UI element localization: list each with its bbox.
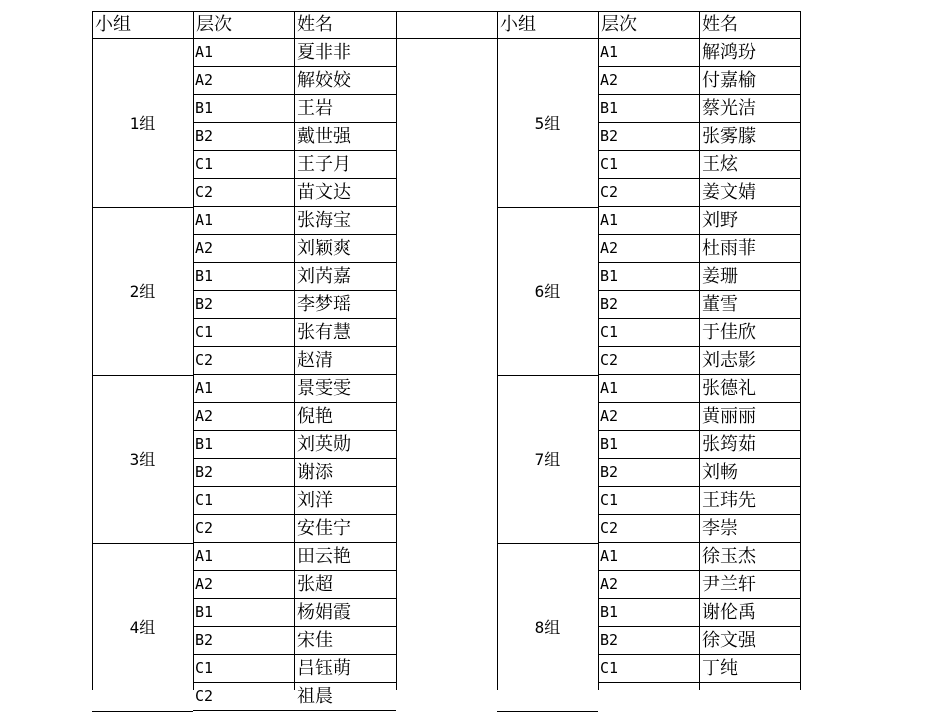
name-cell[interactable]: 赵清 bbox=[294, 347, 396, 375]
name-cell[interactable]: 刘颖爽 bbox=[294, 235, 396, 263]
grid-line bbox=[497, 11, 498, 690]
column-header[interactable]: 姓名 bbox=[699, 11, 800, 39]
name-cell[interactable]: 谢伦禹 bbox=[699, 599, 800, 627]
grid-line bbox=[193, 11, 194, 690]
grid-line bbox=[800, 11, 801, 690]
level-cell[interactable]: A1 bbox=[193, 543, 294, 571]
name-cell[interactable]: 李梦瑶 bbox=[294, 291, 396, 319]
level-cell[interactable]: B1 bbox=[598, 263, 699, 291]
level-cell[interactable]: C2 bbox=[193, 347, 294, 375]
level-cell[interactable]: A2 bbox=[598, 235, 699, 263]
name-cell[interactable]: 戴世强 bbox=[294, 123, 396, 151]
name-cell[interactable]: 尹兰轩 bbox=[699, 571, 800, 599]
name-cell[interactable]: 王子月 bbox=[294, 151, 396, 179]
column-header[interactable]: 姓名 bbox=[294, 11, 396, 39]
name-cell[interactable]: 安佳宁 bbox=[294, 515, 396, 543]
name-cell[interactable]: 宋佳 bbox=[294, 627, 396, 655]
level-cell[interactable]: A2 bbox=[598, 67, 699, 95]
level-cell[interactable]: C1 bbox=[598, 655, 699, 683]
column-header[interactable]: 层次 bbox=[598, 11, 699, 39]
level-cell[interactable]: C1 bbox=[598, 487, 699, 515]
level-cell[interactable]: B1 bbox=[193, 431, 294, 459]
column-header[interactable]: 小组 bbox=[92, 11, 193, 39]
name-cell[interactable]: 董雪 bbox=[699, 291, 800, 319]
name-cell[interactable]: 张雾朦 bbox=[699, 123, 800, 151]
name-cell[interactable]: 张筠茹 bbox=[699, 431, 800, 459]
level-cell[interactable]: A2 bbox=[193, 67, 294, 95]
group-label[interactable]: 6组 bbox=[534, 282, 561, 301]
level-cell[interactable]: B2 bbox=[193, 291, 294, 319]
level-cell[interactable]: B1 bbox=[598, 599, 699, 627]
name-cell[interactable]: 姜文婧 bbox=[699, 179, 800, 207]
group-label[interactable]: 7组 bbox=[534, 450, 561, 469]
name-cell[interactable]: 张超 bbox=[294, 571, 396, 599]
name-cell[interactable]: 徐玉杰 bbox=[699, 543, 800, 571]
name-cell[interactable]: 王岩 bbox=[294, 95, 396, 123]
grid-line bbox=[699, 11, 700, 690]
name-cell[interactable]: 谢添 bbox=[294, 459, 396, 487]
name-cell[interactable]: 刘野 bbox=[699, 207, 800, 235]
name-cell[interactable]: 张德礼 bbox=[699, 375, 800, 403]
level-cell[interactable]: C2 bbox=[598, 515, 699, 543]
level-cell[interactable]: C1 bbox=[193, 655, 294, 683]
grid-line bbox=[294, 11, 295, 690]
level-cell[interactable]: A1 bbox=[193, 207, 294, 235]
name-cell[interactable]: 杨娟霞 bbox=[294, 599, 396, 627]
level-cell[interactable]: C2 bbox=[598, 179, 699, 207]
name-cell[interactable]: 蔡光洁 bbox=[699, 95, 800, 123]
group-label[interactable]: 8组 bbox=[534, 618, 561, 637]
level-cell[interactable]: B2 bbox=[598, 459, 699, 487]
level-cell[interactable]: B2 bbox=[193, 627, 294, 655]
name-cell[interactable]: 解鸿玢 bbox=[699, 39, 800, 67]
grid-line bbox=[92, 11, 93, 690]
level-cell[interactable]: C1 bbox=[193, 319, 294, 347]
column-header[interactable]: 小组 bbox=[497, 11, 598, 39]
grid-line bbox=[92, 375, 193, 376]
grid-line bbox=[92, 207, 193, 208]
level-cell[interactable]: A1 bbox=[193, 375, 294, 403]
empty-cell[interactable] bbox=[396, 11, 497, 39]
name-cell[interactable]: 黄丽丽 bbox=[699, 403, 800, 431]
level-cell[interactable]: C1 bbox=[193, 151, 294, 179]
name-cell[interactable]: 倪艳 bbox=[294, 403, 396, 431]
level-cell[interactable]: A1 bbox=[598, 375, 699, 403]
name-cell[interactable]: 刘畅 bbox=[699, 459, 800, 487]
grid-line bbox=[396, 11, 397, 690]
level-cell[interactable]: B1 bbox=[193, 263, 294, 291]
name-cell[interactable]: 李崇 bbox=[699, 515, 800, 543]
level-cell[interactable]: A1 bbox=[193, 39, 294, 67]
level-cell[interactable]: A1 bbox=[598, 39, 699, 67]
grid-line bbox=[497, 207, 598, 208]
level-cell[interactable]: B1 bbox=[598, 431, 699, 459]
name-cell[interactable]: 张有慧 bbox=[294, 319, 396, 347]
level-cell[interactable]: A2 bbox=[193, 235, 294, 263]
level-cell[interactable]: B2 bbox=[193, 459, 294, 487]
column-header[interactable]: 层次 bbox=[193, 11, 294, 39]
name-cell[interactable]: 张海宝 bbox=[294, 207, 396, 235]
name-cell[interactable]: 姜珊 bbox=[699, 263, 800, 291]
level-cell[interactable]: C2 bbox=[193, 515, 294, 543]
name-cell[interactable]: 吕钰萌 bbox=[294, 655, 396, 683]
level-cell[interactable]: C2 bbox=[193, 179, 294, 207]
level-cell[interactable]: B2 bbox=[598, 291, 699, 319]
name-cell[interactable]: 杜雨菲 bbox=[699, 235, 800, 263]
grid-line bbox=[92, 11, 800, 12]
name-cell[interactable]: 刘洋 bbox=[294, 487, 396, 515]
name-cell[interactable]: 田云艳 bbox=[294, 543, 396, 571]
grid-line bbox=[92, 711, 193, 712]
name-cell[interactable]: 丁纯 bbox=[699, 655, 800, 683]
name-cell[interactable]: 景雯雯 bbox=[294, 375, 396, 403]
name-cell[interactable]: 苗文达 bbox=[294, 179, 396, 207]
group-label[interactable]: 4组 bbox=[129, 618, 156, 637]
level-cell[interactable]: A1 bbox=[598, 543, 699, 571]
level-cell[interactable]: A2 bbox=[193, 403, 294, 431]
level-cell[interactable]: A2 bbox=[598, 571, 699, 599]
level-cell[interactable]: B2 bbox=[598, 123, 699, 151]
level-cell[interactable]: C1 bbox=[598, 151, 699, 179]
level-cell[interactable]: B1 bbox=[598, 95, 699, 123]
level-cell[interactable]: A2 bbox=[193, 571, 294, 599]
level-cell[interactable]: C2 bbox=[193, 683, 294, 711]
name-cell[interactable]: 刘英勋 bbox=[294, 431, 396, 459]
name-cell[interactable]: 付嘉榆 bbox=[699, 67, 800, 95]
group-label[interactable]: 1组 bbox=[129, 114, 156, 133]
name-cell[interactable]: 王炫 bbox=[699, 151, 800, 179]
level-cell[interactable]: B1 bbox=[193, 95, 294, 123]
level-cell[interactable]: C1 bbox=[598, 319, 699, 347]
level-cell[interactable]: B2 bbox=[193, 123, 294, 151]
grid-line bbox=[497, 711, 598, 712]
grid-line bbox=[598, 11, 599, 690]
grid-line bbox=[497, 375, 598, 376]
level-cell[interactable]: C1 bbox=[193, 487, 294, 515]
name-cell[interactable]: 王玮先 bbox=[699, 487, 800, 515]
group-label[interactable]: 5组 bbox=[534, 114, 561, 133]
level-cell[interactable]: B2 bbox=[598, 627, 699, 655]
grid-line bbox=[92, 543, 193, 544]
grid-line bbox=[497, 543, 598, 544]
name-cell[interactable]: 刘芮嘉 bbox=[294, 263, 396, 291]
group-label[interactable]: 3组 bbox=[129, 450, 156, 469]
name-cell[interactable]: 于佳欣 bbox=[699, 319, 800, 347]
level-cell[interactable]: A1 bbox=[598, 207, 699, 235]
name-cell[interactable]: 刘志影 bbox=[699, 347, 800, 375]
name-cell[interactable]: 解姣姣 bbox=[294, 67, 396, 95]
level-cell[interactable]: A2 bbox=[598, 403, 699, 431]
name-cell[interactable]: 祖晨 bbox=[294, 683, 396, 711]
group-label[interactable]: 2组 bbox=[129, 282, 156, 301]
level-cell[interactable]: B1 bbox=[193, 599, 294, 627]
level-cell[interactable]: C2 bbox=[598, 347, 699, 375]
name-cell[interactable]: 徐文强 bbox=[699, 627, 800, 655]
name-cell[interactable]: 夏非非 bbox=[294, 39, 396, 67]
